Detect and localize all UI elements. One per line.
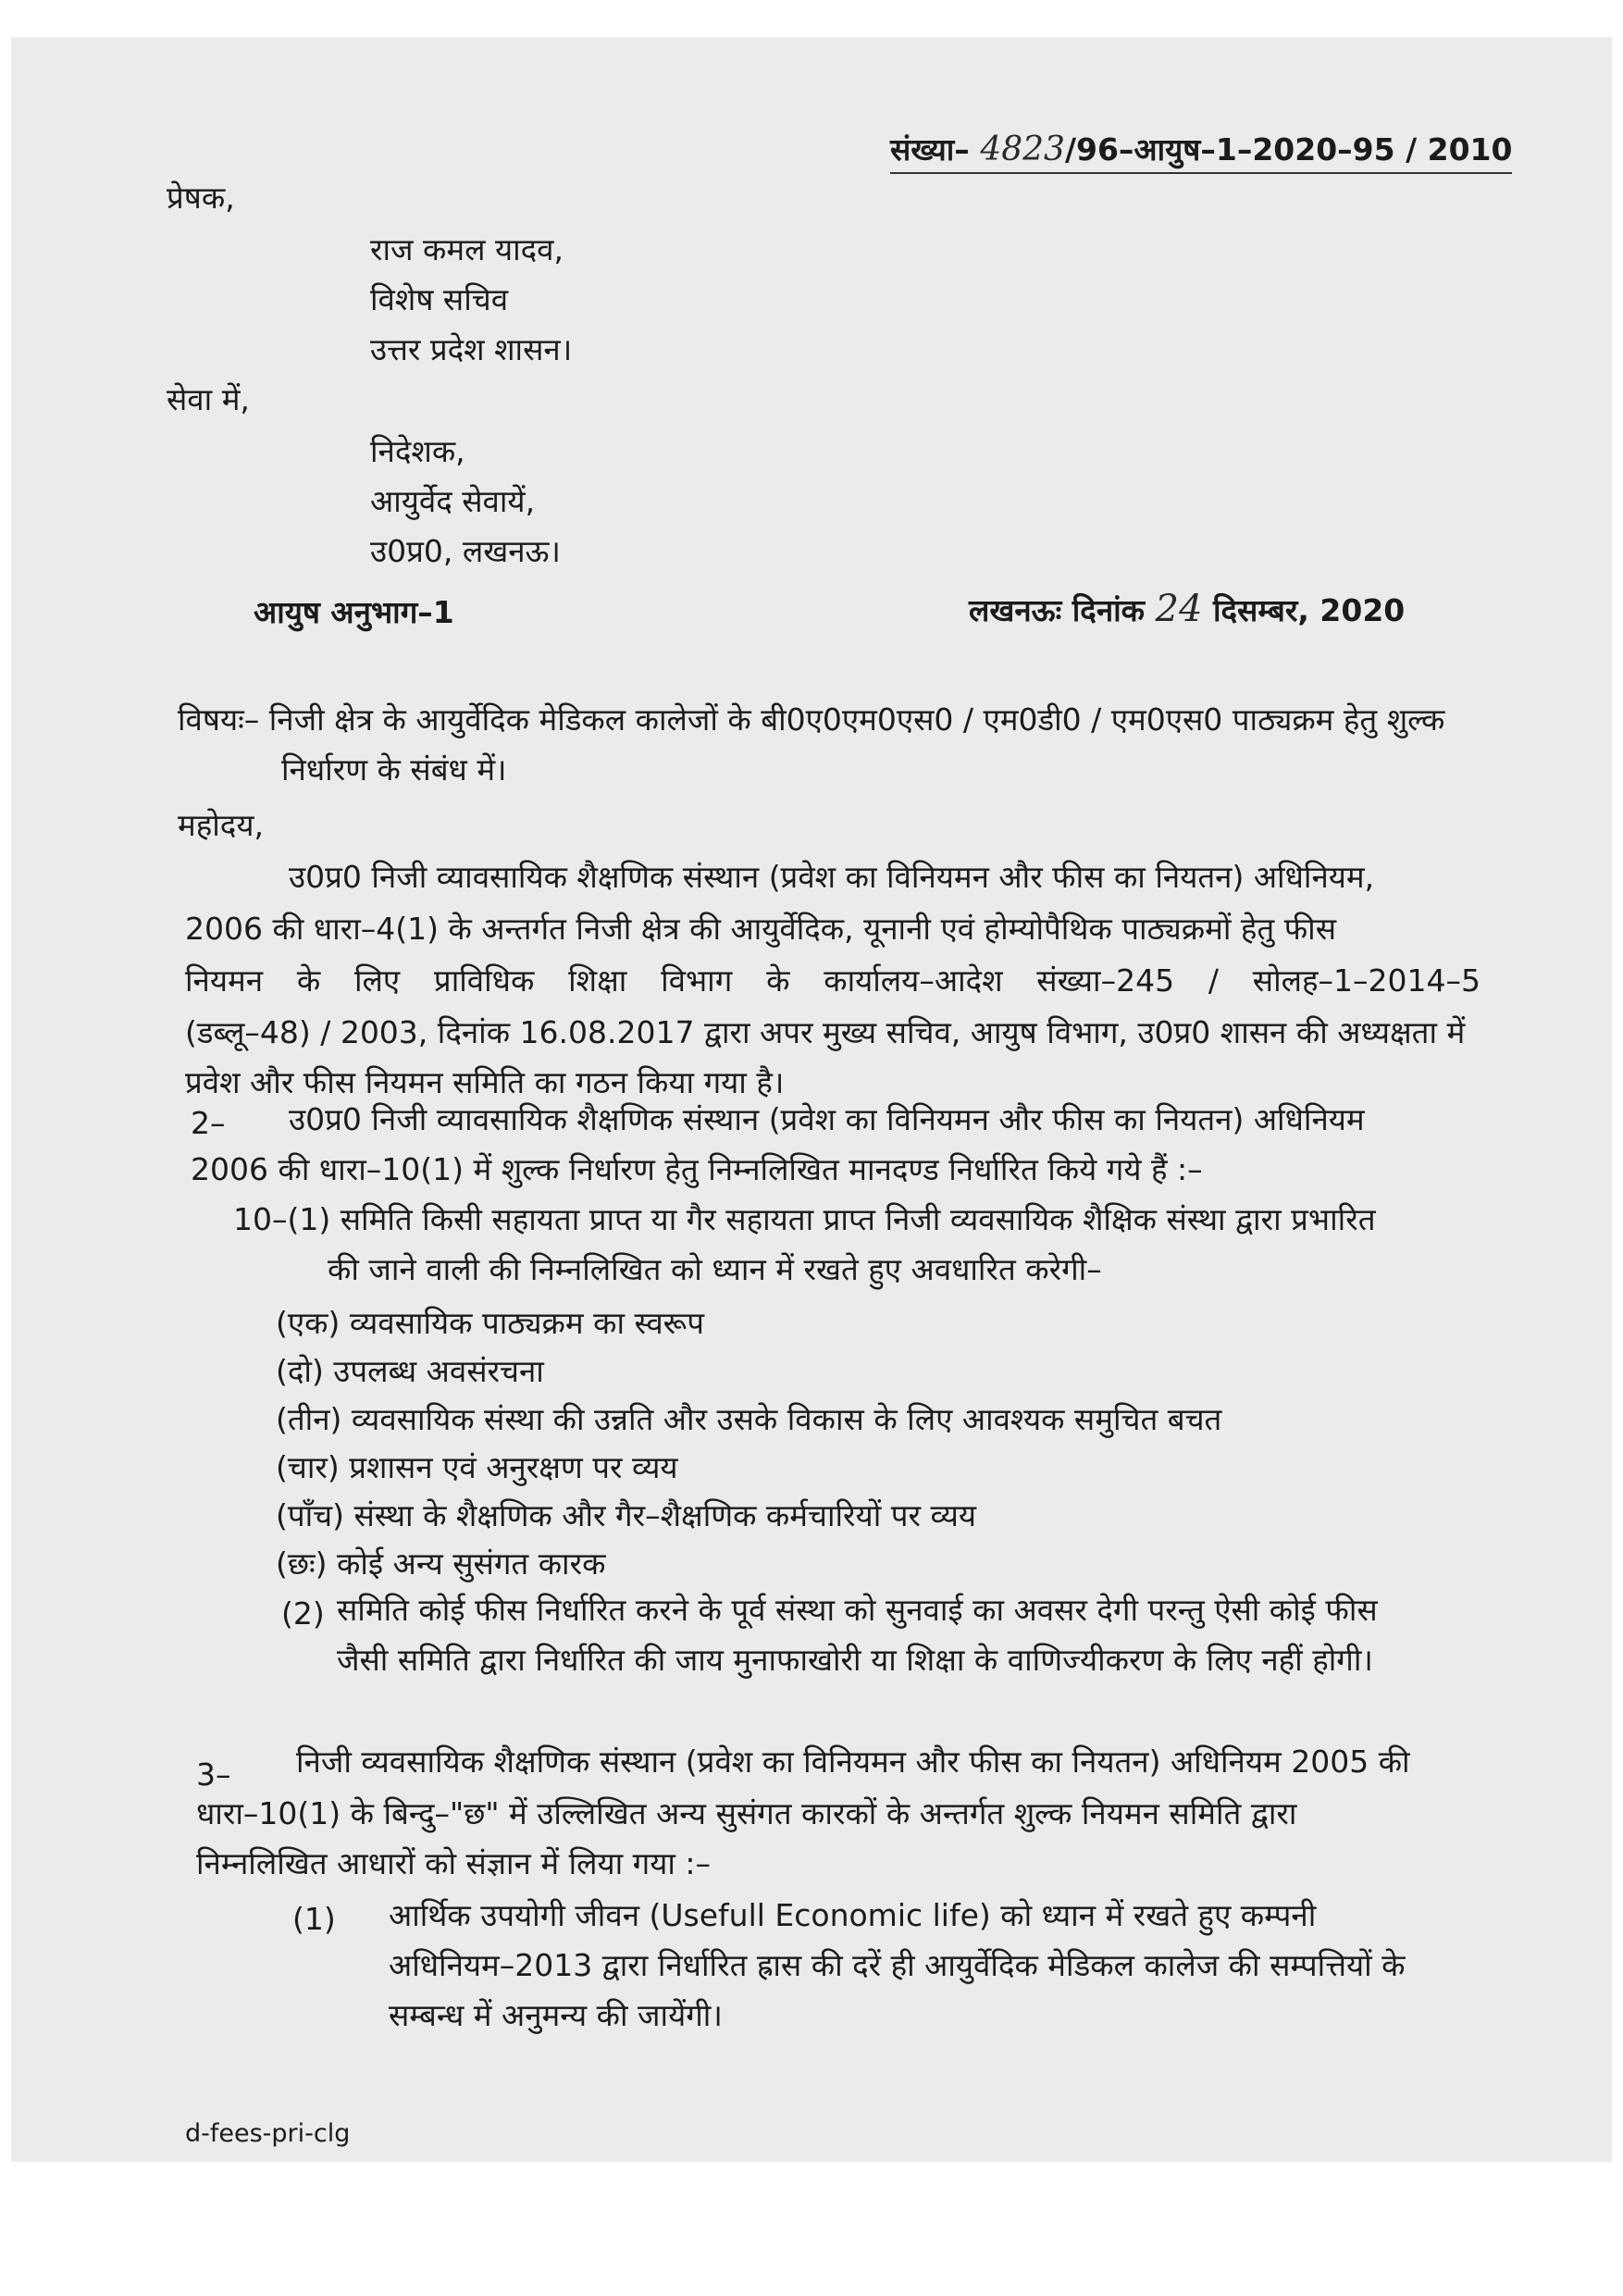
reference-suffix: /96–आयुष–1–2020–95 / 2010: [1064, 131, 1513, 168]
recipient-label: सेवा में,: [167, 381, 250, 417]
para3-line-3: निम्नलिखित आधारों को संज्ञान में लिया गया :–: [196, 1845, 712, 1881]
footer-code: d-fees-pri-clg: [185, 2119, 351, 2148]
subject-line-2: निर्धारण के संबंध में।: [281, 751, 507, 788]
point1-line-2: अधिनियम–2013 द्वारा निर्धारित ह्रास की दरें ही आयुर्वेदिक मेडिकल कालेज की सम्पत्तियों के: [389, 1947, 1406, 1983]
clause10-sub2-line-2: जैसी समिति द्वारा निर्धारित की जाय मुनाफाखोरी या शिक्षा के वाणिज्यीकरण के लिए नहीं होगी।: [337, 1642, 1373, 1678]
para2-line-2: 2006 की धारा–10(1) में शुल्क निर्धारण हेतु निम्नलिखित मानदण्ड निर्धारित किये गये हैं :–: [191, 1151, 1203, 1187]
sender-designation: विशेष सचिव: [370, 281, 509, 317]
subject-line-1: विषयः– निजी क्षेत्र के आयुर्वेदिक मेडिकल कालेजों के बी0ए0एम0एस0 / एम0डी0 / एम0एस0 पाठ्यक्रम हेतु शुल्क: [178, 701, 1445, 738]
letter-page: [11, 37, 1612, 2162]
recipient-department: आयुर्वेद सेवायें,: [370, 483, 536, 519]
clause10-item-6: (छः) कोई अन्य सुसंगत कारक: [276, 1545, 606, 1582]
clause10-item-4: (चार) प्रशासन एवं अनुरक्षण पर व्यय: [276, 1449, 678, 1485]
point1-line-1: आर्थिक उपयोगी जीवन (Usefull Economic life) को ध्यान में रखते हुए कम्पनी: [389, 1897, 1317, 1933]
date-handwritten-day: 24: [1155, 588, 1203, 630]
point1-line-3: सम्बन्ध में अनुमन्य की जायेंगी।: [389, 1997, 723, 2033]
date-suffix: दिसम्बर, 2020: [1212, 592, 1406, 628]
letter-date: [969, 589, 1405, 631]
para1-line-3: नियमन के लिए प्राविधिक शिक्षा विभाग के कार्यालय–आदेश संख्या–245 / सोलह–1–2014–5: [185, 962, 1481, 999]
recipient-location: उ0प्र0, लखनऊ।: [370, 533, 561, 569]
para2-number: 2–: [191, 1105, 226, 1141]
para2-line-1: उ0प्र0 निजी व्यावसायिक शैक्षणिक संस्थान (प्रवेश का विनियमन और फीस का नियतन) अधिनियम: [289, 1101, 1365, 1137]
clause10-item-5: (पाँच) संस्था के शैक्षणिक और गैर–शैक्षणिक कर्मचारियों पर व्यय: [276, 1497, 977, 1533]
clause10-line-1: 10–(1) समिति किसी सहायता प्राप्त या गैर सहायता प्राप्त निजी व्यवसायिक शैक्षिक संस्था द्वारा प्रभारित: [233, 1201, 1376, 1237]
clause10-item-1: (एक) व्यवसायिक पाठ्यक्रम का स्वरूप: [276, 1305, 705, 1341]
para1-line-1: उ0प्र0 निजी व्यावसायिक शैक्षणिक संस्थान (प्रवेश का विनियमन और फीस का नियतन) अधिनियम,: [289, 859, 1375, 895]
para3-number: 3–: [196, 1756, 231, 1793]
date-prefix: लखनऊः दिनांक: [969, 592, 1146, 628]
para1-line-4: (डब्लू–48) / 2003, दिनांक 16.08.2017 द्वारा अपर मुख्य सचिव, आयुष विभाग, उ0प्र0 शासन की अध्यक्षता में: [185, 1014, 1466, 1050]
sender-office: उत्तर प्रदेश शासन।: [370, 331, 573, 367]
recipient-title: निदेशक,: [370, 433, 465, 469]
clause10-line-2: की जाने वाली की निम्नलिखित को ध्यान में रखते हुए अवधारित करेगी–: [328, 1251, 1102, 1287]
para1-line-2: 2006 की धारा–4(1) के अन्तर्गत निजी क्षेत्र की आयुर्वेदिक, यूनानी एवं होम्योपैथिक पाठ्यक्रमों हेतु फीस: [185, 911, 1337, 947]
clause10-sub2-line-1: समिति कोई फीस निर्धारित करने के पूर्व संस्था को सुनवाई का अवसर देगी परन्तु ऐसी कोई फीस: [337, 1592, 1378, 1628]
para3-line-1: निजी व्यवसायिक शैक्षणिक संस्थान (प्रवेश का विनियमन और फीस का नियतन) अधिनियम 2005 की: [296, 1744, 1410, 1780]
section-name: आयुष अनुभाग–1: [254, 594, 454, 630]
para1-line-5: प्रवेश और फीस नियमन समिति का गठन किया गया है।: [185, 1064, 785, 1100]
sender-label: प्रेषक,: [167, 180, 235, 216]
clause10-item-2: (दो) उपलब्ध अवसंरचना: [276, 1353, 544, 1389]
clause10-sub2-number: (2): [281, 1595, 325, 1632]
reference-prefix: संख्या–: [890, 131, 970, 168]
reference-number: [890, 130, 1512, 174]
sender-name: राज कमल यादव,: [370, 231, 564, 267]
reference-handwritten-number: 4823: [980, 130, 1065, 168]
para3-line-2: धारा–10(1) के बिन्दु–"छ" में उल्लिखित अन्य सुसंगत कारकों के अन्तर्गत शुल्क नियमन समिति द्वारा: [196, 1795, 1297, 1831]
salutation: महोदय,: [178, 807, 264, 843]
clause10-item-3: (तीन) व्यवसायिक संस्था की उन्नति और उसके विकास के लिए आवश्यक समुचित बचत: [276, 1401, 1222, 1437]
point1-number: (1): [292, 1901, 336, 1937]
